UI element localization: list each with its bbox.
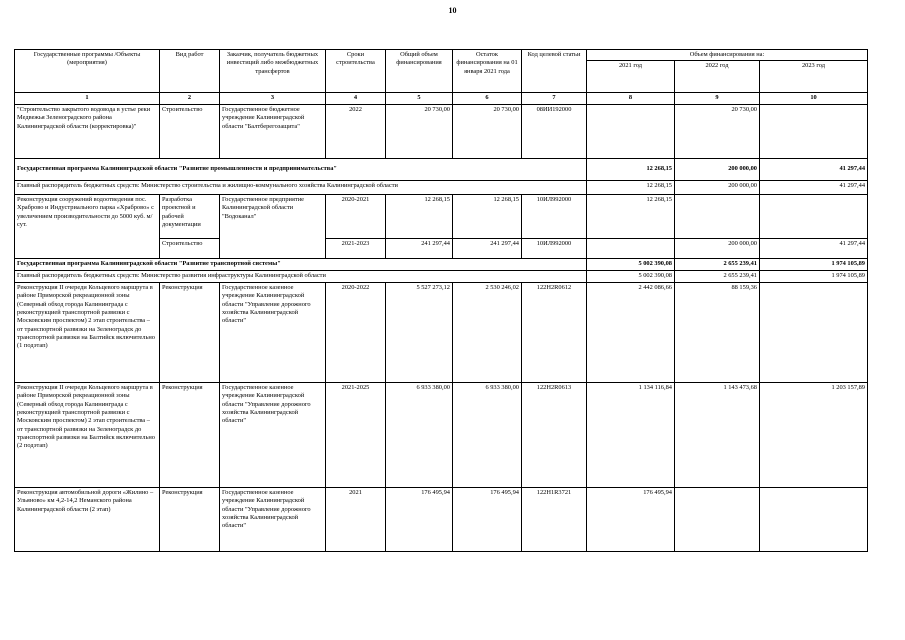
header-total: Общий объем финансирования	[386, 50, 453, 93]
object-name: Реконструкция II очереди Кольцевого маршрута в районе Приморской рекреационной зоны (Северный обход города Калининграда с реконструкцией транспортной развязки с Московским проспектом) 2 этап строительства – от транспортной развязки на Зеленоградск до транспортной развязки на Балтийск включительно (2 подэтап)	[15, 383, 160, 488]
amount-2023	[760, 195, 868, 239]
amount-2021	[587, 105, 675, 159]
index-cell: 10	[760, 93, 868, 105]
ministry-title: Главный распорядитель бюджетных средств: Министерство строительства и жилищно-коммунального хозяйства Калининградской области	[15, 181, 587, 195]
object-name: "Строительство закрытого водовода в устье реки Медвежья Зеленоградского района Калининградской области (корректировка)"	[15, 105, 160, 159]
amount-2022: 200 000,00	[675, 239, 760, 259]
amount-2022	[675, 488, 760, 552]
amount-2022: 2 655 239,41	[675, 259, 760, 271]
amount-2021: 5 002 390,08	[587, 259, 675, 271]
program-row	[15, 259, 868, 271]
index-cell: 2	[160, 93, 220, 105]
amount-2021: 1 134 116,84	[587, 383, 675, 488]
customer: Государственное предприятие Калининградской области "Водоканал"	[220, 195, 326, 259]
code: 10ИЛ992000	[522, 195, 587, 239]
header-row	[15, 50, 868, 61]
header-code: Код целевой статьи	[522, 50, 587, 93]
amount-2023	[760, 283, 868, 383]
amount-2022: 1 143 473,68	[675, 383, 760, 488]
amount-2022: 20 730,00	[675, 105, 760, 159]
table-row	[15, 283, 868, 383]
amount-2021: 176 495,94	[587, 488, 675, 552]
code: 122H1R3721	[522, 488, 587, 552]
program-title: Государственная программа Калининградской области "Развитие транспортной системы"	[15, 259, 587, 271]
code: 122H2R0613	[522, 383, 587, 488]
index-cell: 9	[675, 93, 760, 105]
header-2021: 2021 год	[587, 61, 675, 93]
work-type: Реконструкция	[160, 283, 220, 383]
term: 2021-2023	[326, 239, 386, 259]
table-row	[15, 105, 868, 159]
index-cell: 3	[220, 93, 326, 105]
header-term: Сроки строительства	[326, 50, 386, 93]
total: 6 933 380,00	[386, 383, 453, 488]
work-type: Разработка проектной и рабочей документации	[160, 195, 220, 239]
term: 2021	[326, 488, 386, 552]
work-type: Реконструкция	[160, 488, 220, 552]
balance: 6 933 380,00	[453, 383, 522, 488]
amount-2021: 12 268,15	[587, 181, 675, 195]
page-number: 10	[448, 6, 457, 15]
header-balance: Остаток финансирования на 01 января 2021 года	[453, 50, 522, 93]
header-2023: 2023 год	[760, 61, 868, 93]
index-cell: 5	[386, 93, 453, 105]
work-type: Реконструкция	[160, 383, 220, 488]
ministry-row	[15, 271, 868, 283]
amount-2021: 5 002 390,08	[587, 271, 675, 283]
customer: Государственное бюджетное учреждение Калининградской области "Балтберегозащита"	[220, 105, 326, 159]
total: 12 268,15	[386, 195, 453, 239]
balance: 20 730,00	[453, 105, 522, 159]
customer: Государственное казенное учреждение Калининградской области "Управление дорожного хозяйства Калининградской области"	[220, 283, 326, 383]
total: 5 527 273,12	[386, 283, 453, 383]
term: 2020-2021	[326, 195, 386, 239]
amount-2023: 1 974 105,89	[760, 259, 868, 271]
program-title: Государственная программа Калининградской области "Развитие промышленности и предпринимательства"	[15, 159, 587, 181]
ministry-title: Главный распорядитель бюджетных средств: Министерство развития инфраструктуры Калининградской области	[15, 271, 587, 283]
index-cell: 7	[522, 93, 587, 105]
amount-2021: 2 442 086,66	[587, 283, 675, 383]
header-programs: Государственные программы /Объекты (мероприятия)	[15, 50, 160, 93]
table-row	[15, 195, 868, 239]
balance: 2 530 246,02	[453, 283, 522, 383]
amount-2021: 12 268,15	[587, 195, 675, 239]
object-name: Реконструкция II очереди Кольцевого маршрута в районе Приморской рекреационной зоны (Северный обход города Калининграда с реконструкцией транспортной развязки с Московским проспектом) 2 этап строительства – от транспортной развязки на Зеленоградск до транспортной развязки на Балтийск включительно (1 подэтап)	[15, 283, 160, 383]
code: 122H2R0612	[522, 283, 587, 383]
financing-table	[14, 49, 868, 552]
term: 2022	[326, 105, 386, 159]
amount-2022: 88 159,36	[675, 283, 760, 383]
header-customer: Заказчик, получатель бюджетных инвестиций либо межбюджетных трансфертов	[220, 50, 326, 93]
amount-2023: 1 974 105,89	[760, 271, 868, 283]
table-row	[15, 383, 868, 488]
amount-2023	[760, 488, 868, 552]
balance: 12 268,15	[453, 195, 522, 239]
index-cell: 4	[326, 93, 386, 105]
index-cell: 8	[587, 93, 675, 105]
balance: 176 495,94	[453, 488, 522, 552]
amount-2022: 200 000,00	[675, 159, 760, 181]
index-row	[15, 93, 868, 105]
header-2022: 2022 год	[675, 61, 760, 93]
object-name: Реконструкция сооружений водоотведения пос. Храброво и Индустриального парка «Храброво» с увеличением производительности до 5000 куб. м/сут.	[15, 195, 160, 259]
term: 2020-2022	[326, 283, 386, 383]
amount-2023: 1 203 157,89	[760, 383, 868, 488]
program-row	[15, 159, 868, 181]
amount-2023: 41 297,44	[760, 181, 868, 195]
term: 2021-2025	[326, 383, 386, 488]
customer: Государственное казенное учреждение Калининградской области "Управление дорожного хозяйства Калининградской области"	[220, 383, 326, 488]
header-funding: Объем финансирования на:	[587, 50, 868, 61]
index-cell: 1	[15, 93, 160, 105]
amount-2021	[587, 239, 675, 259]
amount-2023: 41 297,44	[760, 239, 868, 259]
amount-2023	[760, 105, 868, 159]
customer: Государственное казенное учреждение Калининградской области "Управление дорожного хозяйства Калининградской области"	[220, 488, 326, 552]
total: 176 495,94	[386, 488, 453, 552]
balance: 241 297,44	[453, 239, 522, 259]
amount-2023: 41 297,44	[760, 159, 868, 181]
object-name: Реконструкция автомобильной дороги «Жилино – Ульяново» км 4,2-14,2 Неманского района Калининградской области (2 этап)	[15, 488, 160, 552]
amount-2022: 200 000,00	[675, 181, 760, 195]
work-type: Строительство	[160, 239, 220, 259]
code: 08ИИ192000	[522, 105, 587, 159]
work-type: Строительство	[160, 105, 220, 159]
header-work-type: Вид работ	[160, 50, 220, 93]
code: 10ИЛ992000	[522, 239, 587, 259]
total: 20 730,00	[386, 105, 453, 159]
amount-2021: 12 268,15	[587, 159, 675, 181]
amount-2022: 2 655 239,41	[675, 271, 760, 283]
table-row	[15, 488, 868, 552]
amount-2022	[675, 195, 760, 239]
total: 241 297,44	[386, 239, 453, 259]
index-cell: 6	[453, 93, 522, 105]
ministry-row	[15, 181, 868, 195]
